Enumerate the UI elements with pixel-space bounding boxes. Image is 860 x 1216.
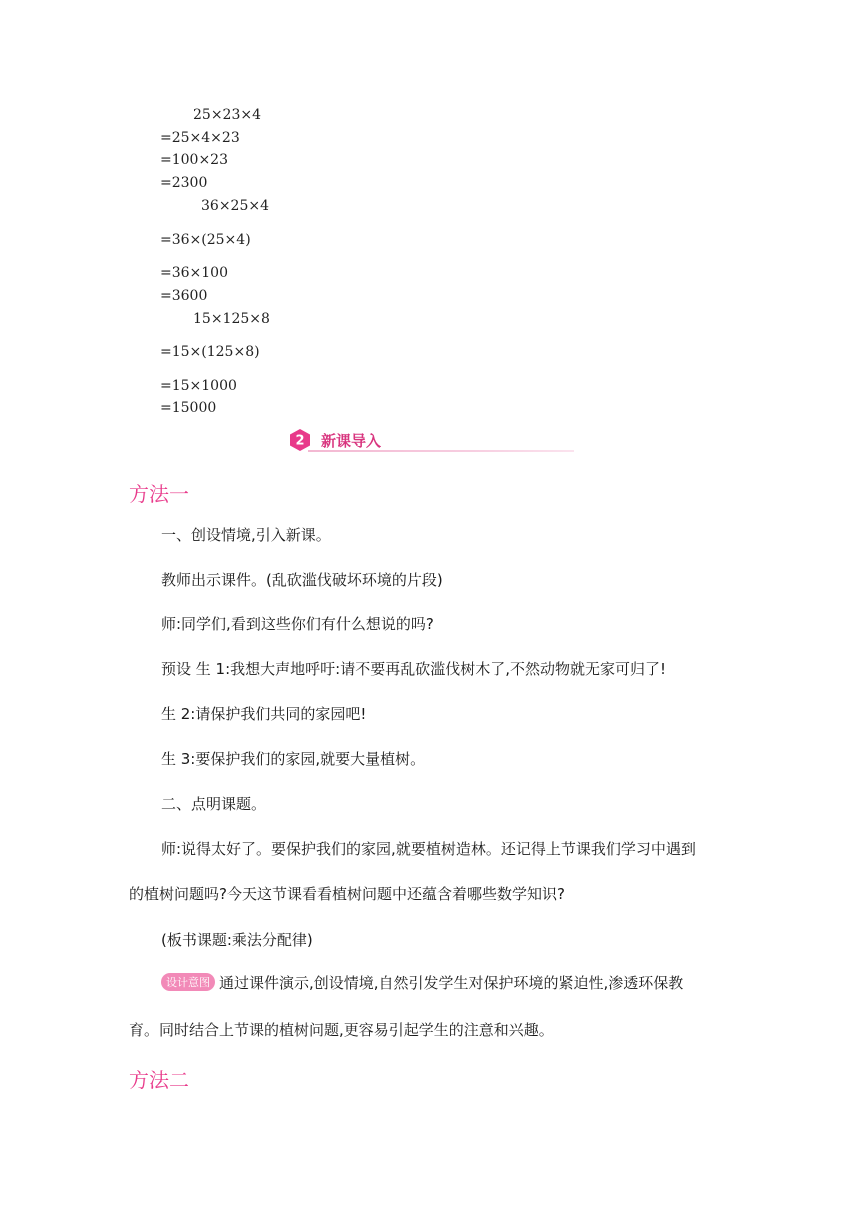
- design-intent-text: 通过课件演示,创设情境,自然引发学生对保护环境的紧迫性,渗透环保教: [219, 974, 684, 992]
- design-intent-line: [161, 972, 683, 993]
- paragraph-line: 的植树问题吗?今天这节课看看植树问题中还蕴含着哪些数学知识?: [129, 885, 565, 903]
- paragraph-line: (板书课题:乘法分配律): [161, 931, 313, 949]
- paragraph-line: 育。同时结合上节课的植树问题,更容易引起学生的注意和兴趣。: [129, 1021, 554, 1039]
- paragraph-line: 二、点明课题。: [161, 795, 267, 813]
- calc-line-2: =25×4×23: [160, 130, 240, 146]
- calc-line-9: 15×125×8: [193, 311, 270, 327]
- calc-line-8: =3600: [160, 288, 208, 304]
- banner-underline: [308, 450, 574, 452]
- paragraph-line: 一、创设情境,引入新课。: [161, 526, 331, 544]
- section-number: 2: [295, 433, 305, 449]
- paragraph-line: 生 2:请保护我们共同的家园吧!: [161, 705, 367, 723]
- design-intent-badge: 设计意图: [161, 973, 215, 991]
- paragraph-line: 预设 生 1:我想大声地呼吁:请不要再乱砍滥伐树木了,不然动物就无家可归了!: [161, 660, 666, 678]
- calc-line-3: =100×23: [160, 152, 228, 168]
- paragraph-line: 生 3:要保护我们的家园,就要大量植树。: [161, 750, 426, 768]
- calc-line-11: =15×1000: [160, 378, 237, 394]
- paragraph-line: 教师出示课件。(乱砍滥伐破坏环境的片段): [161, 571, 443, 589]
- calc-line-10: =15×(125×8): [160, 344, 260, 360]
- hexagon-number-icon: [288, 428, 312, 452]
- calc-line-4: =2300: [160, 175, 208, 191]
- paragraph-line: 师:说得太好了。要保护我们的家园,就要植树造林。还记得上节课我们学习中遇到: [161, 840, 696, 858]
- calc-line-6: =36×(25×4): [160, 232, 251, 248]
- calc-line-12: =15000: [160, 400, 217, 416]
- section-title: 新课导入: [321, 432, 382, 450]
- calc-line-7: =36×100: [160, 265, 228, 281]
- calc-line-1: 25×23×4: [193, 107, 261, 123]
- calc-line-5: 36×25×4: [201, 198, 269, 214]
- method-1-heading: 方法一: [129, 482, 189, 506]
- paragraph-line: 师:同学们,看到这些你们有什么想说的吗?: [161, 615, 434, 633]
- method-2-heading: 方法二: [129, 1068, 189, 1092]
- section-banner: [288, 428, 576, 454]
